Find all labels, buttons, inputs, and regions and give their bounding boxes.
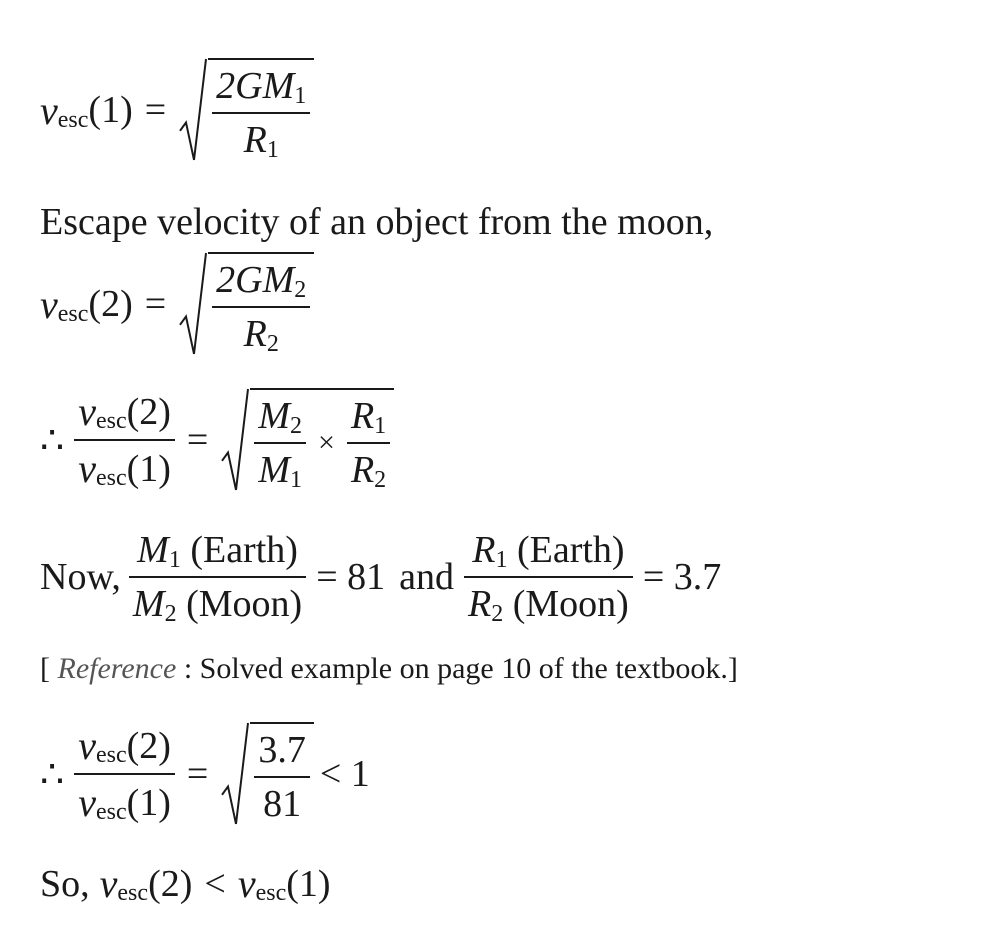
num-subscript: 1 xyxy=(294,82,307,109)
esc-subscript: esc xyxy=(95,742,127,768)
radical-icon xyxy=(220,722,250,826)
fraction xyxy=(254,728,310,826)
fraction-bar xyxy=(129,576,306,578)
radical-icon xyxy=(178,58,208,162)
v-symbol: v xyxy=(99,861,118,906)
num-subscript: 2 xyxy=(294,276,307,303)
den-subscript: 2 xyxy=(266,330,279,357)
v-symbol: v xyxy=(78,780,96,825)
mass-fraction xyxy=(254,394,306,492)
arg: (2) xyxy=(126,724,171,767)
square-root xyxy=(220,722,314,826)
and-label: and xyxy=(399,556,454,598)
numerator: R xyxy=(472,529,496,571)
equation-ratio xyxy=(40,388,394,492)
esc-subscript: esc xyxy=(95,408,127,434)
den-text: (Moon) xyxy=(503,583,629,625)
v-symbol: v xyxy=(237,861,256,906)
numerator: M xyxy=(137,529,169,571)
numerator: 2GM xyxy=(216,259,295,301)
less-than-one: < 1 xyxy=(319,753,370,795)
fraction xyxy=(212,64,310,162)
equals-sign: = xyxy=(144,89,167,131)
radical-icon xyxy=(220,388,250,492)
equation-given-values xyxy=(40,528,721,626)
equation-escape-velocity-moon xyxy=(40,252,314,356)
num-subscript: 1 xyxy=(374,412,387,439)
reference-label: Reference xyxy=(57,652,177,685)
esc-subscript: esc xyxy=(95,465,127,491)
den-subscript: 2 xyxy=(491,600,504,627)
v-symbol: v xyxy=(78,446,96,491)
reference-note xyxy=(40,652,738,686)
radius-ratio-fraction xyxy=(464,528,633,626)
value-81: = 81 xyxy=(316,556,386,598)
denominator: M xyxy=(132,583,165,625)
fraction-bar xyxy=(74,773,175,775)
esc-subscript: esc xyxy=(57,106,89,133)
den-subscript: 2 xyxy=(374,466,387,493)
denominator: R xyxy=(350,449,375,491)
square-root xyxy=(178,58,314,162)
equation-escape-velocity-earth xyxy=(40,58,314,162)
denominator: R xyxy=(468,583,492,625)
esc-subscript: esc xyxy=(57,300,89,327)
arg: (1) xyxy=(88,89,133,131)
fraction-bar xyxy=(212,306,310,308)
now-label: Now, xyxy=(40,556,121,598)
num-text: (Earth) xyxy=(180,529,298,571)
less-than-sign: < xyxy=(204,862,226,905)
fraction-bar xyxy=(347,442,390,444)
fraction-bar xyxy=(254,442,306,444)
ratio-fraction xyxy=(74,722,175,826)
den-subscript: 2 xyxy=(164,600,177,627)
v-symbol: v xyxy=(78,389,96,434)
therefore-symbol: ∴ xyxy=(40,753,65,796)
v-symbol: v xyxy=(40,87,58,133)
equals-sign: = xyxy=(186,419,209,461)
text-escape-velocity-moon: Escape velocity of an object from the moon, xyxy=(40,201,714,243)
den-subscript: 1 xyxy=(290,466,303,493)
num-subscript: 1 xyxy=(168,546,181,573)
reference-open: [ xyxy=(40,652,58,685)
fraction-bar xyxy=(464,576,633,578)
numerator: R xyxy=(350,395,375,437)
arg: (2) xyxy=(126,390,171,433)
times-sign: × xyxy=(318,426,335,459)
esc-subscript: esc xyxy=(95,799,127,825)
arg: (1) xyxy=(286,862,331,905)
v-symbol: v xyxy=(40,281,58,327)
denominator: R xyxy=(243,119,267,161)
den-subscript: 1 xyxy=(266,136,279,163)
fraction-bar xyxy=(74,439,175,441)
square-root xyxy=(178,252,314,356)
radius-fraction xyxy=(347,394,390,492)
equation-ratio-value xyxy=(40,722,370,826)
square-root xyxy=(220,388,394,492)
equals-sign: = xyxy=(186,753,209,795)
numerator: 2GM xyxy=(216,65,295,107)
num-subscript: 1 xyxy=(495,546,508,573)
conclusion xyxy=(40,860,331,907)
reference-text: : Solved example on page 10 of the textbook.] xyxy=(176,652,738,685)
arg: (1) xyxy=(126,781,171,824)
equals-sign: = xyxy=(144,283,167,325)
arg: (2) xyxy=(88,283,133,325)
num-text: (Earth) xyxy=(507,529,625,571)
mass-ratio-fraction xyxy=(129,528,306,626)
den-text: (Moon) xyxy=(176,583,303,625)
fraction-bar xyxy=(212,112,310,114)
numerator: 3.7 xyxy=(258,729,306,771)
denominator: R xyxy=(243,313,267,355)
arg: (2) xyxy=(148,862,193,905)
fraction-bar xyxy=(254,776,310,778)
num-subscript: 2 xyxy=(290,412,303,439)
radical-icon xyxy=(178,252,208,356)
denominator: 81 xyxy=(263,783,302,825)
fraction xyxy=(212,258,310,356)
v-symbol: v xyxy=(78,723,96,768)
arg: (1) xyxy=(126,447,171,490)
therefore-symbol: ∴ xyxy=(40,419,65,462)
value-3-7: = 3.7 xyxy=(642,556,722,598)
esc-subscript: esc xyxy=(255,880,287,906)
numerator: M xyxy=(258,395,291,437)
denominator: M xyxy=(258,449,291,491)
ratio-fraction xyxy=(74,388,175,492)
esc-subscript: esc xyxy=(117,880,149,906)
so-label: So, xyxy=(40,862,90,905)
